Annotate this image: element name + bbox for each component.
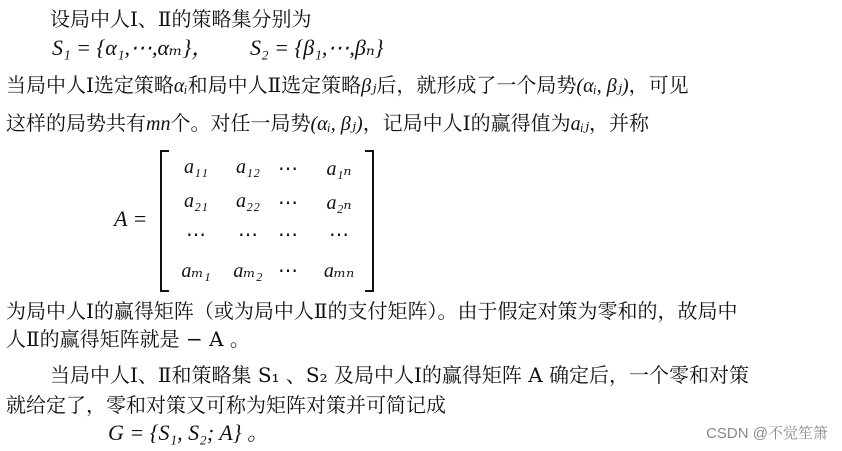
matrix-cell: ⋯ (238, 224, 258, 246)
matrix-description-line-1: 为局中人Ⅰ的赢得矩阵（或为局中人Ⅱ的支付矩阵）。由于假定对策为零和的，故局中 (6, 299, 738, 323)
definition-line-2: 就给定了，零和对策又可称为矩阵对策并可简记成 (6, 393, 446, 417)
matrix-cell: aₘ₂ (233, 260, 263, 282)
text-segment: ，并称 (589, 111, 650, 135)
mn-count: mn (146, 113, 171, 135)
matrix-cell: ⋯ (329, 224, 349, 246)
matrix-cell: a₂₂ (236, 190, 260, 212)
matrix-lhs: A = (114, 206, 148, 231)
text-segment: 当局中人Ⅰ选定策略 (6, 73, 174, 97)
matrix-cell: ⋯ (278, 158, 298, 180)
text-segment: 和局中人Ⅱ选定策略 (187, 73, 362, 97)
text-segment: 这样的局势共有 (6, 111, 146, 135)
definition-line-1: 当局中人Ⅰ、Ⅱ和策略集 S₁ 、S₂ 及局中人Ⅰ的赢得矩阵 A 确定后，一个零和对策 (50, 363, 750, 387)
matrix-cell: a₂ₙ (326, 192, 352, 214)
matrix-cell: aₘ₁ (181, 260, 211, 282)
matrix-cell: a₁ₙ (326, 158, 352, 180)
matrix-cell: ⋯ (278, 260, 298, 282)
text-segment: ，可见 (628, 73, 689, 97)
situation-line-2 (6, 110, 649, 137)
text-segment: 后，就形成了一个局势 (376, 73, 577, 97)
game-formula: G = {S₁, S₂; A} 。 (108, 420, 269, 445)
situation-line-1 (6, 72, 689, 99)
matrix-description-line-2: 人Ⅱ的赢得矩阵就是 − A 。 (6, 327, 250, 351)
situation-pair: (αᵢ, βⱼ) (576, 75, 629, 97)
strategy-set-s1: S₁ = {α₁,⋯,αₘ}， (52, 35, 214, 60)
payoff-matrix (110, 150, 380, 290)
matrix-cell: a₁₂ (236, 156, 260, 178)
matrix-cell: ⋯ (186, 224, 206, 246)
strategy-set-s2: S₂ = {β₁,⋯,βₙ} (250, 35, 384, 60)
matrix-cell: ⋯ (278, 224, 298, 246)
beta-j: βⱼ (361, 75, 377, 97)
csdn-watermark: CSDN @不觉笙箫 (706, 425, 828, 442)
text-segment: ，记局中人Ⅰ的赢得值为 (362, 111, 571, 135)
matrix-cell: a₁₁ (184, 156, 208, 178)
matrix-cell: ⋯ (278, 192, 298, 214)
right-bracket (365, 150, 374, 292)
matrix-cell: aₘₙ (323, 260, 355, 282)
text-segment: 个。对任一局势 (170, 111, 311, 135)
matrix-cell: a₂₁ (184, 190, 208, 212)
intro-line: 设局中人Ⅰ、Ⅱ的策略集分别为 (50, 7, 312, 31)
situation-pair: (αᵢ, βⱼ) (310, 113, 363, 135)
payoff-aij: aᵢⱼ (570, 113, 590, 135)
alpha-i: αᵢ (173, 75, 188, 97)
left-bracket (160, 150, 169, 292)
